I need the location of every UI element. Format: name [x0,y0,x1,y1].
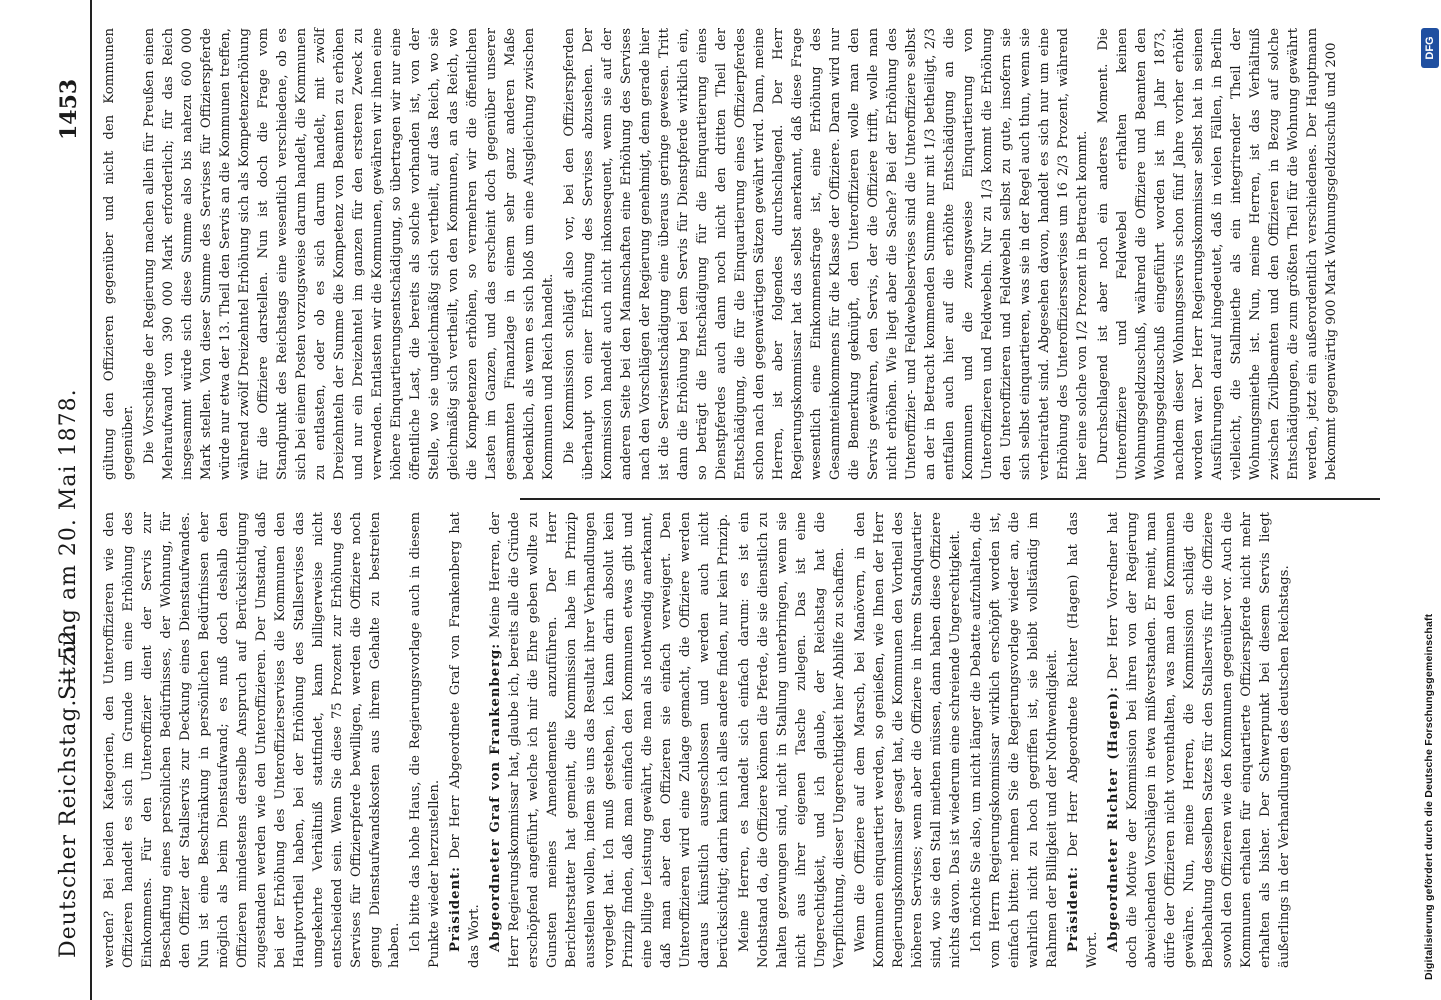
paragraph: Meine Herren, es handelt sich einfach darum: es ist ein Nothstand da, die Offiziere können die Pferde, die sie dienstlich zu halten gezwungen sind, nicht in Stallung unterbringen, wenn sie nicht aus ihrer eigenen Tasche zulegen. Das ist eine Ungerechtigkeit, und ich glaube, der Reichstag hat die Verpflichtung, dieser Ungerechtigkeit hier Abhilfe zu schaffen. [737,512,847,968]
speech [1104,512,1294,968]
speech [486,512,733,968]
paragraph: Durchschlagend ist aber noch ein anderes Moment. Die Unteroffiziere und Feldwebel erhalten keinen Wohnungsgeldzuschuß, während die Offiziere und Beamten den Wohnungsgeldzuschuß eingeführt worden ist im Jahr 1873, nachdem dieser Wohnungsservis schon fünf Jahre vorher erhöht worden war. Der Herr Regierungskommissar selbst hat in seinen Ausführungen darauf hingedeutet, daß in vielen Fällen, in Berlin vielleicht, die Stallmiethe als ein integrirender Theil der Wohnungsmiethe ist. Nun, meine Herren, ist das Verhältniß zwischen Zivilbeamten und den Offizieren in Bezug auf solche Entschädigungen, die zum größten Theil für die Wohnung gewährt werden, jetzt ein außerordentlich verschiedenes. Der Hauptmann bekommt gegenwärtig 900 Mark Wohnungsgeldzuschuß und 200 [1096,28,1339,480]
paragraph: werden? Bei beiden Kategorien, den Unteroffizieren wie den Offizieren handelt es sich im Grunde um eine Erhöhung des Einkommens. Für den Unteroffizier dient der Servis zur Beschaffung eines persönlichen Bedürfnisses, der Wohnung, für den Offizier der Stallservis zur Deckung eines Dienstaufwandes. Nun ist eine Beschränkung in persönlichen Bedürfnissen eher möglich als beim Dienstaufwand; es muß doch deshalb den Offizieren mindestens derselbe Anspruch auf Berücksichtigung zugestanden werden wie den Unteroffizieren. Der Umstand, daß bei der Erhöhung des Unteroffizierservises die Kommunen den Hauptvortheil haben, bei der Erhöhung des Stallservises das umgekehrte Verhältniß stattfindet, kann billigerweise nicht entscheidend sein. Wenn Sie diese 75 Prozent zur Erhöhung des Servises für Offizierpferde bewilligen, werden die Offiziere noch genug Dienstaufwandskosten aus ihrem Gehalte zu bestreiten haben. [102,512,402,968]
credit-block [1423,20,1441,980]
paragraph: Die Kommission schlägt also vor, bei den Offizierspferden überhaupt von einer Erhöhung des Servises abzusehen. Der Kommission handelt auch nicht inkonsequent, wenn sie auf der anderen Seite bei den Mannschaften eine Erhöhung des Servises nach den Vorschlägen der Regierung genehmigt, denn gerade hier ist die Servisentschädigung eine überaus geringe gewesen. Tritt dann die Erhöhung bei dem Servis für Dienstpferde wirklich ein, so beträgt die Entschädigung für die Einquartierung eines Dienstpferdes auch dann noch nicht den dritten Theil der Entschädigung, die für die Einquartierung eines Offizierpferdes schon nach den gegenwärtigen Sätzen gewährt wird. Dann, meine Herren, ist aber folgendes durchschlagend. Der Herr Regierungskommissar hat das selbst anerkannt, daß diese Frage wesentlich eine Einkommensfrage ist, eine Erhöhung des Gesammteinkommens für die Klasse der Offiziere. Daran wird nur die Bemerkung geknüpft, den Unteroffizieren wolle man den Servis gewähren, den Servis, der die Offiziere trifft, wolle man nicht erhöhen. Wie liegt aber die Sache? Bei der Erhöhung des Unteroffizier- und Feldwebelservises sind die Unteroffiziere selbst an der in Betracht kommenden Summe nur mit 1/3 betheiligt, 2/3 entfallen auch hier auf die erhöhte Entschädigung an die Kommunen und die zwangsweise Einquartierung von Unteroffizieren und Feldwebeln. Nur zu 1/3 kommt die Erhöhung den Unteroffizieren und Feldwebeln selbst zu gute, insofern sie sich selbst einquartieren, was sie in der Regel auch thun, wenn sie verheirathet sind. Abgesehen davon, handelt es sich nur um eine Erhöhung des Unteroffiziersservises um 16 2/3 Prozent, während hier eine solche von 1/2 Prozent in Betracht kommt. [562,28,1090,480]
speech [446,512,484,968]
credit-strip [1395,0,1436,1000]
journal-title: Deutscher Reichstag. — 52. [56,621,81,958]
speaker-name: Präsident: [1066,865,1081,952]
speech-text: Der Herr Abgeordnete Graf von Frankenberg hat das Wort. [448,512,482,968]
speaker-name: Präsident: [448,865,463,952]
paragraph: gültung den Offizieren gegenüber und nicht den Kommunen gegenüber. [102,28,136,480]
paragraph: Wenn die Offiziere auf dem Marsch, bei Manövern, in den Kommunen einquartiert werden, so genießen, wie Ihnen der Herr Regierungskommissar gesagt hat, die Kommunen den Vortheil des höheren Servises; wenn aber die Offiziere in ihrem Standquartier sind, wo sie den Stall miethen müssen, dann haben diese Offiziere nichts davon. Das ist wiederum eine schreiende Ungerechtigkeit. [853,512,963,968]
page-number: 1453 [56,78,82,140]
sitting-date: Sitzung am 20. Mai 1878. [56,388,81,700]
speaker-name: Abgeordneter Graf von Frankenberg: [488,642,503,952]
speaker-name: Abgeordneter Richter (Hagen): [1106,686,1121,952]
speech-text: Meine Herren, der Herr Regierungskommissar hat, glaube ich, bereits alle die Gründe erschöpfend angeführt, welche ich mir die Ehre geben wollte zu Gunsten meines Amendements anzuführen. Der Herr Berichterstatter hat gemeint, die Kommission habe im Prinzip ausstellen wollen, indem sie uns das Resultat ihrer Verhandlungen vorgelegt hat. Ich muß gestehen, ich kann darin absolut kein Prinzip finden, daß man einfach den Kommunen etwas gibt und eine billige Leistung gewährt, die man als nothwendig anerkannt, daß man aber den Offizieren sie einfach verweigert. Den Unteroffizieren wird eine Zulage gemacht, die Offiziere werden daraus künstlich ausgeschlossen und werden auch nicht berücksichtigt; darin kann ich alles andere finden, nur kein Prinzip. [488,512,731,968]
funding-credit: Digitalisierung gefördert durch die Deutsche Forschungsgemeinschaft [1423,613,1435,980]
page-header [44,0,92,1000]
speech-text: Der Herr Abgeordnete Richter (Hagen) hat das Wort. [1066,512,1100,968]
paragraph: Die Vorschläge der Regierung machen allein für Preußen einen Mehraufwand von 390 000 Mark erforderlich; für das Reich insgesammt würde sich diese Summe also bis nahezu 600 000 Mark stellen. Von dieser Summe des Servises für Offizierspferde würde nur etwa der 13. Theil den Servis an die Kommunen treffen, während zwölf Dreizehntel Erhöhung sich als Kompetenzerhöhung für die Offiziere darstellen. Nun ist doch die Frage vom Standpunkt des Reichstags eine wesentlich verschiedene, ob es sich bei einem Posten vorzugsweise darum handelt, die Kommunen zu entlasten, oder ob es sich darum handelt, mit zwölf Dreizehnteln der Summe die Kompetenz von Beamten zu erhöhen und nur ein Dreizehntel im ganzen für den ersteren Zweck zu verwenden. Entlasten wir die Kommunen, gewähren wir ihnen eine höhere Einquartierungsentschädigung, so übertragen wir nur eine öffentliche Last, die bereits als solche vorhanden ist, von der Stelle, wo sie ungleichmäßig sich vertheilt, auf das Reich, wo sie gleichmäßig sich vertheilt, von den Kommunen, an das Reich, wo die Kompetenzen erhöhen, so vermehren wir die öffentlichen Lasten im Ganzen, und das erscheint doch gegenüber unserer gesammten Finanzlage in einem sehr ganz anderen Maße bedenklich, als wenn es sich bloß um eine Ausgleichung zwischen Kommunen und Reich handelt. [142,28,556,480]
right-column [100,28,1390,480]
dfg-logo: DFG [1421,28,1439,68]
left-column [100,512,1390,968]
paragraph: Ich möchte Sie also, um nicht länger die Debatte aufzuhalten, die vom Herrn Regierungskommissar wirklich erschöpft worden ist, einfach bitten: nehmen Sie die Regierungsvorlage wieder an, die wahrlich nicht zu hoch gegriffen ist, sie bleibt vollständig im Rahmen der Billigkeit und der Nothwendigkeit. [969,512,1060,968]
speech-text: Der Herr Vorredner hat doch die Motive der Kommission bei ihren von der Regierung abweichenden Vorschlägen in etwa mißverstanden. Er meint, man dürfe der Offizieren nicht vorenthalten, was man den Kommunen gewähre. Nun, meine Herren, die Kommission schlägt die Beibehaltung desselben Satzes für den Stallservis für die Offiziere sowohl den Offizieren wie den Kommunen gegenüber vor. Auch die Kommunen erhalten für einquartierte Offizierspferde nicht mehr erhalten als bisher. Der Schwerpunkt bei diesem Servis liegt äußerlings in der Verhandlungen des deutschen Reichstags. [1106,512,1292,968]
speech [1064,512,1102,968]
credit-line [1403,10,1436,990]
column-rule [520,498,1380,500]
paragraph: Ich bitte das hohe Haus, die Regierungsvorlage auch in diesem Punkte wieder herzustellen. [408,512,442,968]
